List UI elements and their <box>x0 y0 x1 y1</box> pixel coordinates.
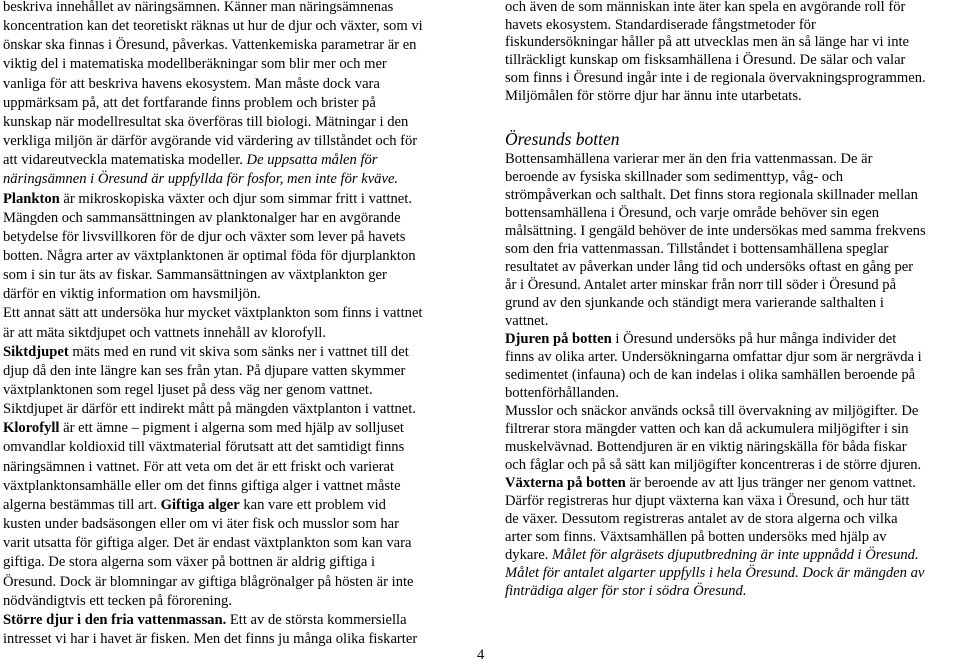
text-run: som den fria vattenmassan. Tillståndet i bottensamhällena speglar <box>505 241 889 257</box>
text-line <box>3 534 412 553</box>
text-run: intresset vi har i havet är fisken. Men det finns ju många olika fiskarter <box>3 630 418 647</box>
text-line <box>505 150 873 169</box>
text-run: giftiga. De stora algerna som växer på bottnen är aldrig giftiga i <box>3 554 376 571</box>
text-run: bottensamhällena i Öresund, och varje område behöver sin egen <box>505 205 880 221</box>
text-run: Öresund. Dock är blomningar av giftiga blågrönalger på hösten är inte <box>3 573 414 590</box>
text-run: är ett ämne – pigment i algerna som med hjälp av solljuset <box>59 420 404 437</box>
text-line <box>3 151 377 170</box>
text-line <box>505 294 884 313</box>
text-line <box>3 55 387 74</box>
text-run: är mikroskopiska växter och djur som simmar fritt i vattnet. <box>59 190 412 207</box>
text-line <box>505 366 915 385</box>
text-run: Därför registreras hur djupt växterna kan växa i Öresund, och hur tätt <box>505 493 910 509</box>
text-line <box>3 515 399 534</box>
text-line <box>3 362 405 381</box>
text-run: djup då den inte längre kan ses från ytan. På djupare vatten skymmer <box>3 362 406 379</box>
text-line <box>3 75 380 94</box>
text-run: kunskap när modellresultat ska överföras till biologi. Mätningar i den <box>3 113 409 130</box>
text-line <box>505 168 843 187</box>
text-run: näringsämnen i vattnet. För att veta om det är ett friskt och varierat <box>3 458 395 475</box>
text-line <box>505 204 879 223</box>
text-line <box>505 420 909 439</box>
text-line <box>3 170 398 189</box>
text-line <box>3 304 422 323</box>
text-line <box>3 324 326 343</box>
text-line <box>505 564 924 583</box>
text-run: sedimentet (infauna) och de kan indelas i olika samhällen beroende på <box>505 367 916 383</box>
text-run: verkliga miljön är därför avgörande vid värdering av tillståndet och för <box>3 133 418 150</box>
text-run: i Öresund undersöks på hur många individer det <box>611 331 897 347</box>
text-line <box>505 258 913 277</box>
text-line <box>505 474 916 493</box>
text-line <box>3 458 394 477</box>
text-run: som i sin tur äts av fiskar. Sammansättningen av växtplankton ger <box>3 267 387 284</box>
text-run: växtplanktonsamhälle eller om det finns giftiga alger i vattnet måste <box>3 477 401 494</box>
text-run: filtrerar stora mängder vatten och kan då ackumulera miljögifter i sin <box>505 421 909 437</box>
text-line <box>3 36 416 55</box>
text-run: Siktdjupet är därför ett indirekt mått på mängden växtplanton i vattnet. <box>3 401 416 418</box>
text-run: Ett annat sätt att undersöka hur mycket växtplankton som finns i vattnet <box>3 305 423 322</box>
text-run: tillräckligt kunskap om fisksamhällena i Öresund. De sälar och valar <box>505 52 906 69</box>
text-line <box>3 285 261 304</box>
text-run: omvandlar koldioxid till växtmaterial förutsatt att det samtidigt finns <box>3 439 405 456</box>
text-run: och även de som människan inte äter kan spela en avgörande roll för <box>505 0 906 15</box>
text-run: botten. Några arter av växtplanktonen är optimal föda för djurplankton <box>3 247 416 264</box>
bold-term: Giftiga alger <box>160 496 240 513</box>
text-run: Mängden och sammansättningen av planktonalger har en avgörande <box>3 209 401 226</box>
text-line <box>505 33 909 52</box>
italic-text: näringsämnen i Öresund är uppfyllda för fosfor, men inte för kväve. <box>3 171 399 188</box>
text-line <box>3 611 407 630</box>
text-run: betydelse för livsvillkoren för de djur och växter som lever på havets <box>3 228 406 245</box>
text-run: och fåglar och på så sätt kan miljögifter koncentreras i de större djuren. <box>505 457 922 473</box>
text-run: vattnet. <box>505 313 549 329</box>
text-line <box>3 419 404 438</box>
bold-term: Siktdjupet <box>3 343 69 360</box>
text-run: målsättning. I gengäld behöver de inte undersökas med samma frekvens <box>505 223 926 239</box>
text-line <box>3 477 401 496</box>
section-heading: Öresunds botten <box>505 129 620 149</box>
text-line <box>505 276 896 295</box>
text-run: som finns i Öresund ingår inte i de regionala övervakningsprogrammen. <box>505 69 926 86</box>
text-line <box>3 630 417 649</box>
italic-text: finträdiga alger för stor i södra Öresund. <box>505 583 747 599</box>
italic-text: De uppsatta målen för <box>246 152 378 169</box>
text-line <box>3 132 417 151</box>
text-run: Miljömålen för större djur har ännu inte utarbetats. <box>505 87 802 104</box>
text-line <box>3 381 373 400</box>
text-run: dykare. <box>505 547 553 563</box>
text-line <box>505 330 896 349</box>
text-line <box>505 492 909 511</box>
text-run: muskelvävnad. Bottendjuren är en viktig näringskälla för båda fiskar <box>505 439 907 455</box>
italic-text: Målet för algräsets djuputbredning är inte uppnådd i Öresund. <box>552 547 919 563</box>
text-line <box>505 402 918 421</box>
text-run: växtplanktonen som regel ljuset på dess väg ner genom vattnet. <box>3 382 373 398</box>
text-run: önskar ska finnas i Öresund, påverkas. Vattenkemiska parametrar är en <box>3 37 417 54</box>
text-line <box>505 438 907 457</box>
text-run: år i Öresund. Antalet arter minskar från norr till söder i Öresund på <box>505 277 897 293</box>
page-number: 4 <box>477 647 485 663</box>
text-line <box>505 384 619 403</box>
text-line <box>3 0 393 17</box>
text-line <box>505 87 802 106</box>
text-run: bottenförhållanden. <box>505 385 619 401</box>
text-run: de växer. Dessutom registreras antalet av de stora algerna och vilka <box>505 511 898 527</box>
text-run: är beroende av att ljus tränger ner genom vattnet. <box>625 475 916 491</box>
text-line <box>3 209 401 228</box>
text-run: Bottensamhällena varierar mer än den fria vattenmassan. De är <box>505 151 873 167</box>
text-line <box>505 546 919 565</box>
text-line <box>3 190 412 209</box>
text-run: havets ekosystem. Standardiserade fångstmetoder för <box>505 16 816 33</box>
text-run: arter som finns. Växtsamhällen på botten undersöks med hjälp av <box>505 529 887 545</box>
bold-term: Plankton <box>3 190 60 207</box>
text-line <box>3 247 416 266</box>
text-line <box>3 228 405 247</box>
text-line <box>3 438 404 457</box>
text-run: grund av den sjunkande och ständigt mera varierande salthalten i <box>505 295 884 311</box>
text-line <box>3 343 409 362</box>
text-line <box>505 240 888 259</box>
text-line <box>3 573 414 592</box>
text-line <box>505 348 922 367</box>
text-line <box>505 510 898 529</box>
text-run: Ett av de största kommersiella <box>226 611 407 628</box>
text-line <box>3 17 423 36</box>
italic-text: Målet för antalet algarter uppfylls i hela Öresund. Dock är mängden av <box>505 565 925 581</box>
text-run: resultatet av påverkan under lång tid och undersöks oftast en gång per <box>505 259 914 275</box>
text-run: vanliga för att beskriva havens ekosystem. Man måste dock vara <box>3 75 380 92</box>
text-line <box>505 51 905 70</box>
text-line <box>505 16 816 35</box>
text-line <box>3 496 386 515</box>
text-line <box>505 456 921 475</box>
text-run: nödvändigtvis ett tecken på förorening. <box>3 592 232 609</box>
bold-term: Djuren på botten <box>505 331 612 347</box>
text-line <box>3 592 232 611</box>
text-run: kan vare ett problem vid <box>239 496 386 513</box>
text-line <box>3 94 376 113</box>
text-run: algerna bestämmas till art. <box>3 496 161 513</box>
text-run: fiskundersökningar håller på att utvecklas men än så länge har vi inte <box>505 34 910 51</box>
text-line <box>3 553 375 572</box>
bold-term: Större djur i den fria vattenmassan. <box>3 611 227 628</box>
text-line <box>505 69 926 88</box>
text-line <box>3 113 408 132</box>
text-line <box>505 582 747 601</box>
text-run: koncentration kan det teoretiskt räknas ut hur de djur och växter, som vi <box>3 18 423 35</box>
text-run: beroende av fysiska skillnader som sedimenttyp, våg- och <box>505 169 844 185</box>
text-run: därför en viktig information om havsmiljön. <box>3 286 261 303</box>
text-line <box>505 0 905 17</box>
text-line <box>505 222 926 241</box>
text-run: kusten under badsäsongen eller om vi äter fisk och musslor som har <box>3 516 399 533</box>
text-run: varit utsatta för giftiga alger. Det är endast växtplankton som kan vara <box>3 535 412 552</box>
text-run: beskriva innehållet av näringsämnen. Känner man näringsämnenas <box>3 0 394 15</box>
bold-term: Växterna på botten <box>505 475 626 491</box>
text-run: uppmärksam på, att det fortfarande finns problem och brister på <box>3 94 376 111</box>
text-run: mäts med en rund vit skiva som sänks ner i vattnet till det <box>68 343 409 360</box>
text-run: finns av olika arter. Undersökningarna omfattar djur som är nergrävda i <box>505 349 922 365</box>
text-line <box>505 312 548 331</box>
text-line <box>505 528 887 547</box>
text-run: Musslor och snäckor används också till övervakning av miljögifter. De <box>505 403 919 419</box>
text-run: strömpåverkan och salthalt. Det finns stora regionala skillnader mellan <box>505 187 918 203</box>
text-line <box>3 400 416 419</box>
text-run: viktig del i matematiska modellberäkningar som blir mer och mer <box>3 56 387 73</box>
text-line <box>3 266 387 285</box>
bold-term: Klorofyll <box>3 420 60 437</box>
text-run: är att mäta siktdjupet och vattnets innehåll av klorofyll. <box>3 324 327 341</box>
text-run: att vidareutveckla matematiska modeller. <box>3 152 247 169</box>
text-line <box>505 186 918 205</box>
